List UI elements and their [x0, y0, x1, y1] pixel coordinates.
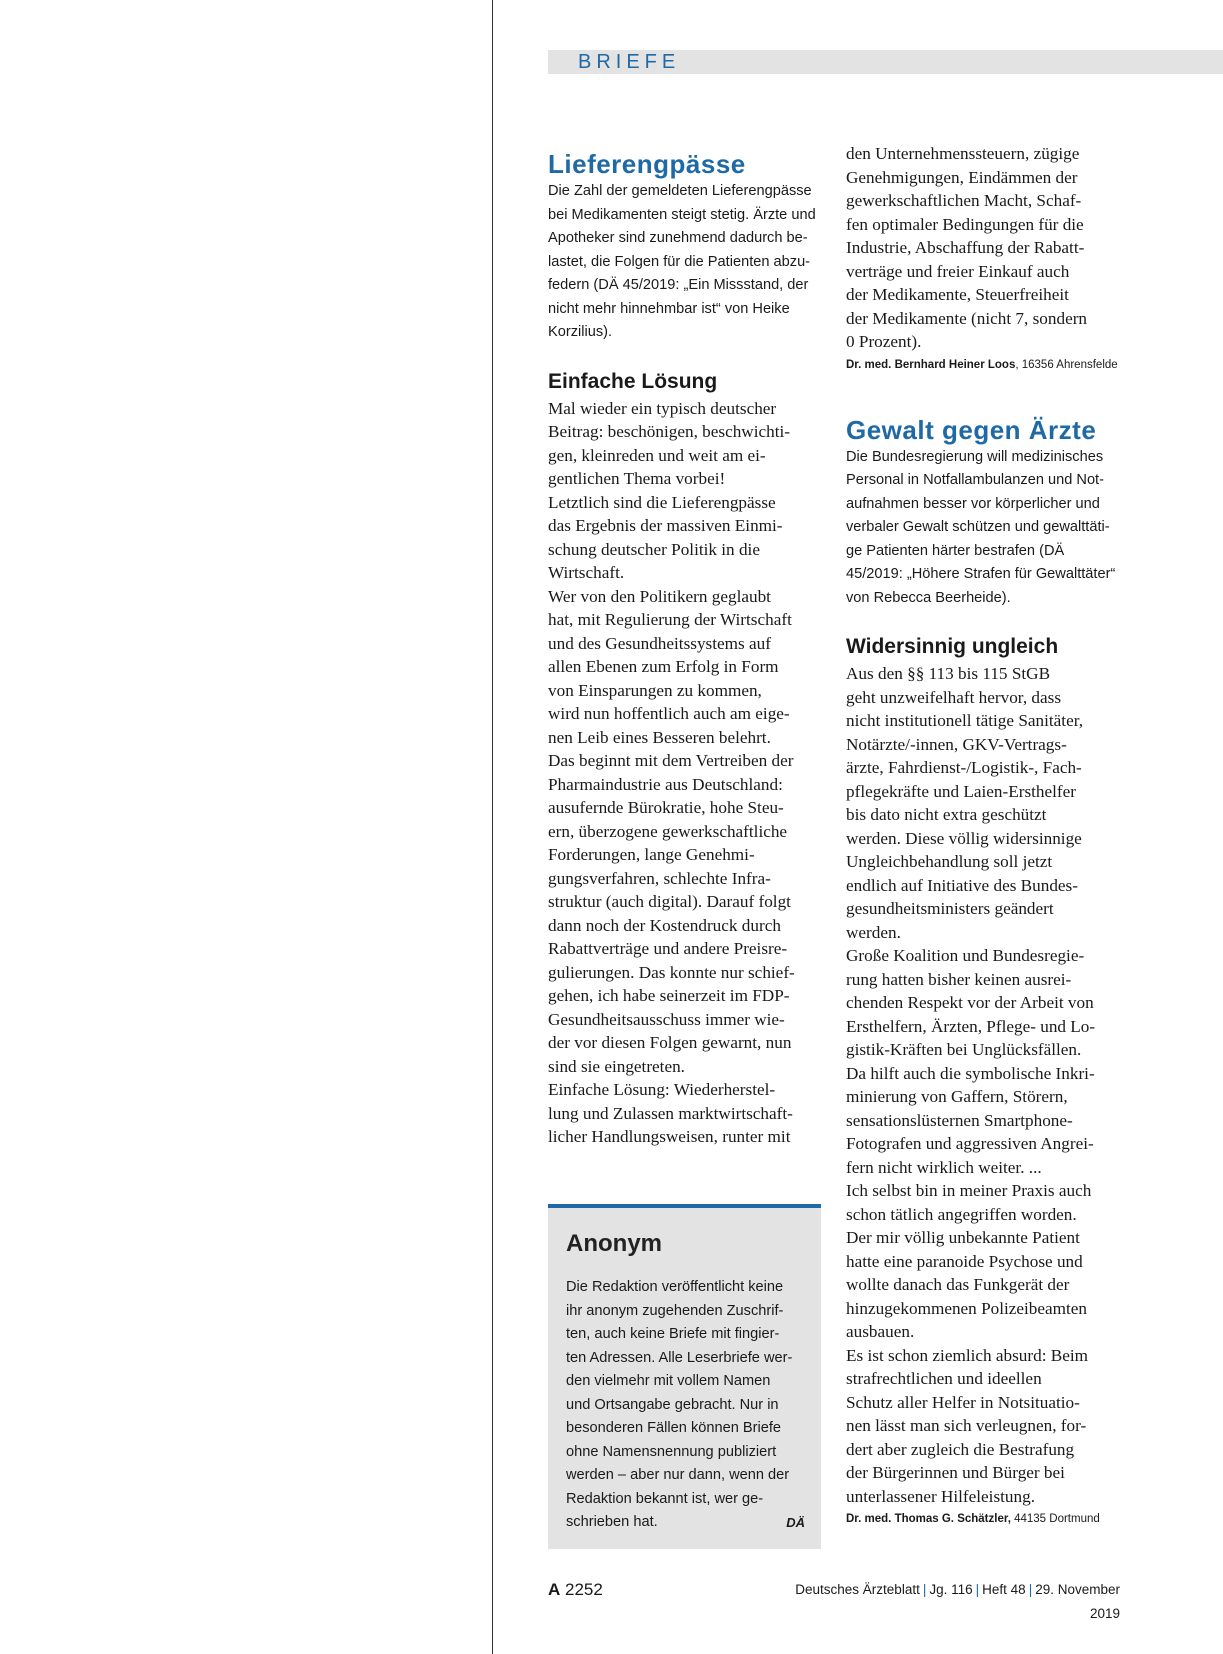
text-line: werden.	[846, 922, 901, 942]
text-line: Beitrag: beschönigen, beschwichti-	[548, 422, 790, 441]
text-line: struktur (auch digital). Darauf folgt	[548, 892, 791, 911]
text-line: nen Leib eines Besseren belehrt.	[548, 727, 771, 747]
text-line: allen Ebenen zum Erfolg in Form	[548, 657, 779, 676]
topic-title-gewalt: Gewalt gegen Ärzte	[846, 414, 1097, 445]
letter-body-widersinnig	[846, 662, 1121, 1508]
column-right	[846, 144, 1121, 1528]
text-line: schung deutscher Politik in die	[548, 539, 760, 559]
text-line: gulierungen. Das konnte nur schief-	[548, 962, 795, 982]
text-line: das Ergebnis der massiven Einmi-	[548, 516, 783, 535]
text-line: von Einsparungen zu kommen,	[548, 680, 762, 700]
text-line: Letztlich sind die Lieferengpässe	[548, 492, 776, 512]
text-line: den vielmehr mit vollem Namen	[566, 1373, 771, 1389]
journal-name: Deutsches Ärzteblatt	[795, 1582, 920, 1597]
text-line: aufnahmen besser vor körperlicher und	[846, 495, 1100, 512]
page-number-value: 2252	[565, 1580, 603, 1599]
page-margin-rule	[492, 0, 493, 1654]
text-line: Ersthelfern, Ärzten, Pflege- und Lo-	[846, 1016, 1096, 1036]
text-line: bei Medikamenten steigt stetig. Ärzte und	[548, 206, 816, 223]
page-number	[548, 1578, 603, 1602]
text-line: ten, auch keine Briefe mit fingier-	[566, 1326, 780, 1342]
text-line: federn (DÄ 45/2019: „Ein Missstand, der	[548, 277, 809, 293]
text-line: 0 Prozent).	[846, 332, 922, 351]
text-line: Apotheker sind zunehmend dadurch be-	[548, 230, 808, 246]
text-line: ausbauen.	[846, 1322, 915, 1341]
text-line: pflegekräfte und Laien-Ersthelfer	[846, 781, 1077, 801]
text-line: gehen, ich habe seinerzeit im FDP-	[548, 986, 790, 1005]
text-line: Da hilft auch die symbolische Inkri-	[846, 1063, 1095, 1083]
text-line: der Bürgerinnen und Bürger bei	[846, 1463, 1065, 1482]
text-line: Pharmaindustrie aus Deutschland:	[548, 774, 783, 794]
text-line: Ich selbst bin in meiner Praxis auch	[846, 1181, 1092, 1200]
signature-name: Dr. med. Thomas G. Schätzler,	[846, 1513, 1011, 1525]
letter-title-widersinnig: Widersinnig ungleich	[846, 635, 1059, 658]
text-line: ten Adressen. Alle Leserbriefe wer-	[566, 1349, 793, 1366]
text-line: ge Patienten härter bestrafen (DÄ	[846, 542, 1065, 559]
text-line: hinzugekommenen Polizeibeamten	[846, 1298, 1088, 1318]
topic-intro-lieferengpaesse	[548, 180, 823, 345]
text-line: licher Handlungsweisen, runter mit	[548, 1127, 791, 1146]
text-line: Rabattverträge und andere Preisre-	[548, 939, 788, 958]
text-line: gungsverfahren, schlechte Infra-	[548, 868, 771, 888]
text-line: Gesundheitsausschuss immer wie-	[548, 1009, 785, 1029]
letter-title-einfache-loesung: Einfache Lösung	[548, 369, 718, 393]
text-line: schrieben hat.	[566, 1514, 658, 1530]
text-line: und des Gesundheitssystems auf	[548, 633, 771, 653]
text-line: den Unternehmenssteuern, zügige	[846, 144, 1080, 163]
text-line: lastet, die Folgen für die Patienten abzu-	[548, 253, 811, 270]
text-line: der vor diesen Folgen gewarnt, nun	[548, 1033, 792, 1052]
text-line: Das beginnt mit dem Vertreiben der	[548, 751, 794, 770]
text-line: Genehmigungen, Eindämmen der	[846, 167, 1078, 187]
text-line: Forderungen, lange Genehmi-	[548, 845, 755, 864]
text-line: wollte danach das Funkgerät der	[846, 1275, 1070, 1294]
text-line: nicht mehr hinnehmbar ist“ von Heike	[548, 300, 790, 317]
text-line: geht unzweifelhaft hervor, dass	[846, 687, 1062, 707]
text-line: Einfache Lösung: Wiederherstel-	[548, 1080, 776, 1099]
text-line: Die Bundesregierung will medizinisches	[846, 448, 1104, 465]
text-line: Große Koalition und Bundesregie-	[846, 946, 1085, 965]
text-line: werden – aber nur dann, wenn der	[566, 1467, 790, 1483]
column-left	[548, 148, 823, 1149]
text-line: ohne Namensnennung publiziert	[566, 1443, 777, 1460]
text-line: sensationslüsternen Smartphone-	[846, 1110, 1073, 1130]
text-line: Fotografen und aggressiven Angrei-	[846, 1134, 1094, 1153]
anonym-info-box	[548, 1204, 821, 1549]
text-line: ihr anonym zugehenden Zuschrif-	[566, 1302, 784, 1319]
text-line: Aus den §§ 113 bis 115 StGB	[846, 664, 1051, 683]
text-line: fern nicht wirklich weiter. ...	[846, 1157, 1042, 1177]
section-label: BRIEFE	[578, 51, 681, 73]
text-line: Die Zahl der gemeldeten Lieferengpässe	[548, 183, 812, 199]
box-text-lines	[566, 1276, 805, 1535]
signature-place: , 16356 Ahrensfelde	[1015, 358, 1118, 371]
text-line: nen lässt man sich verleugnen, for-	[846, 1416, 1087, 1435]
signature-name: Dr. med. Bernhard Heiner Loos	[846, 358, 1016, 371]
text-line: Personal in Notfallambulanzen und Not-	[846, 472, 1104, 488]
text-line: gesundheitsministers geändert	[846, 899, 1054, 918]
text-line: besonderen Fällen können Briefe	[566, 1420, 782, 1436]
text-line: chenden Respekt vor der Arbeit von	[846, 993, 1094, 1012]
text-line: Wirtschaft.	[548, 563, 625, 582]
signature-place: 44135 Dortmund	[1010, 1513, 1100, 1525]
text-line: dert aber zugleich die Bestrafung	[846, 1439, 1075, 1459]
text-line: bis dato nicht extra geschützt	[846, 805, 1047, 824]
text-line: schon tätlich angegriffen worden.	[846, 1204, 1077, 1224]
text-line: hat, mit Regulierung der Wirtschaft	[548, 610, 792, 629]
letter-body-einfache-loesung-continued	[846, 142, 1121, 354]
text-line: von Rebecca Beerheide).	[846, 589, 1011, 606]
text-line: der Medikamente (nicht 7, sondern	[846, 308, 1088, 328]
page-prefix: A	[548, 1580, 561, 1599]
box-title: Anonym	[566, 1230, 662, 1257]
text-line: verbaler Gewalt schützen und gewalttäti-	[846, 519, 1110, 535]
letter-signature-schaetzler	[846, 1510, 1121, 1528]
text-line: Notärzte/-innen, GKV-Vertrags-	[846, 734, 1067, 754]
text-line: unterlassener Hilfeleistung.	[846, 1486, 1036, 1506]
text-line: Industrie, Abschaffung der Rabatt-	[846, 238, 1085, 257]
text-line: nicht institutionell tätige Sanitäter,	[846, 711, 1084, 730]
journal-issue: Heft 48	[982, 1582, 1026, 1597]
text-line: endlich auf Initiative des Bundes-	[846, 875, 1078, 895]
text-line: gistik-Kräften bei Unglücksfällen.	[846, 1040, 1082, 1059]
text-line: lung und Zulassen marktwirtschaft-	[548, 1103, 793, 1123]
topic-intro-gewalt	[846, 446, 1121, 611]
text-line: Schutz aller Helfer in Notsituatio-	[846, 1392, 1080, 1412]
text-line: werden. Diese völlig widersinnige	[846, 828, 1082, 848]
text-line: sind sie eingetreten.	[548, 1056, 685, 1076]
topic-title-lieferengpaesse: Lieferengpässe	[548, 149, 746, 179]
box-signature: DÄ	[786, 1515, 805, 1530]
text-line: Es ist schon ziemlich absurd: Beim	[846, 1345, 1089, 1365]
text-line: rung hatten bisher keinen ausrei-	[846, 969, 1072, 989]
journal-volume: Jg. 116	[929, 1582, 973, 1597]
journal-date: 29. November 2019	[1035, 1582, 1120, 1621]
box-text	[566, 1276, 805, 1535]
text-line: Ungleichbehandlung soll jetzt	[846, 852, 1053, 871]
text-line: fen optimaler Bedingungen für die	[846, 214, 1084, 234]
text-line: dann noch der Kostendruck durch	[548, 915, 781, 935]
text-line: gen, kleinreden und weit am ei-	[548, 445, 766, 465]
text-line: gewerkschaftlichen Macht, Schaf-	[846, 191, 1082, 210]
text-line: Korzilius).	[548, 324, 613, 340]
text-line: wird nun hoffentlich auch am eige-	[548, 704, 790, 723]
text-line: ern, überzogene gewerkschaftliche	[548, 821, 788, 841]
text-line: ärzte, Fahrdienst-/Logistik-, Fach-	[846, 758, 1082, 777]
text-line: und Ortsangabe gebracht. Nur in	[566, 1396, 779, 1413]
text-line: verträge und freier Einkauf auch	[846, 261, 1070, 281]
text-line: hatte eine paranoide Psychose und	[846, 1251, 1083, 1271]
letter-signature-loos	[846, 356, 1121, 374]
text-line: strafrechtlichen und ideellen	[846, 1369, 1042, 1388]
text-line: Redaktion bekannt ist, wer ge-	[566, 1490, 764, 1507]
text-line: minierung von Gaffern, Störern,	[846, 1087, 1068, 1106]
letter-body-einfache-loesung	[548, 397, 823, 1149]
text-line: 45/2019: „Höhere Strafen für Gewalttäter“	[846, 566, 1116, 582]
text-line: Der mir völlig unbekannte Patient	[846, 1228, 1080, 1247]
text-line: Wer von den Politikern geglaubt	[548, 586, 771, 606]
text-line: ausufernde Bürokratie, hohe Steu-	[548, 798, 784, 817]
text-line: Die Redaktion veröffentlicht keine	[566, 1279, 784, 1295]
text-line: Mal wieder ein typisch deutscher	[548, 398, 777, 418]
journal-citation: Deutsches Ärzteblatt | Jg. 116 | Heft 48 | 29. November 2019	[795, 1582, 1120, 1621]
text-line: der Medikamente, Steuerfreiheit	[846, 285, 1069, 304]
text-line: gentlichen Thema vorbei!	[548, 469, 726, 488]
